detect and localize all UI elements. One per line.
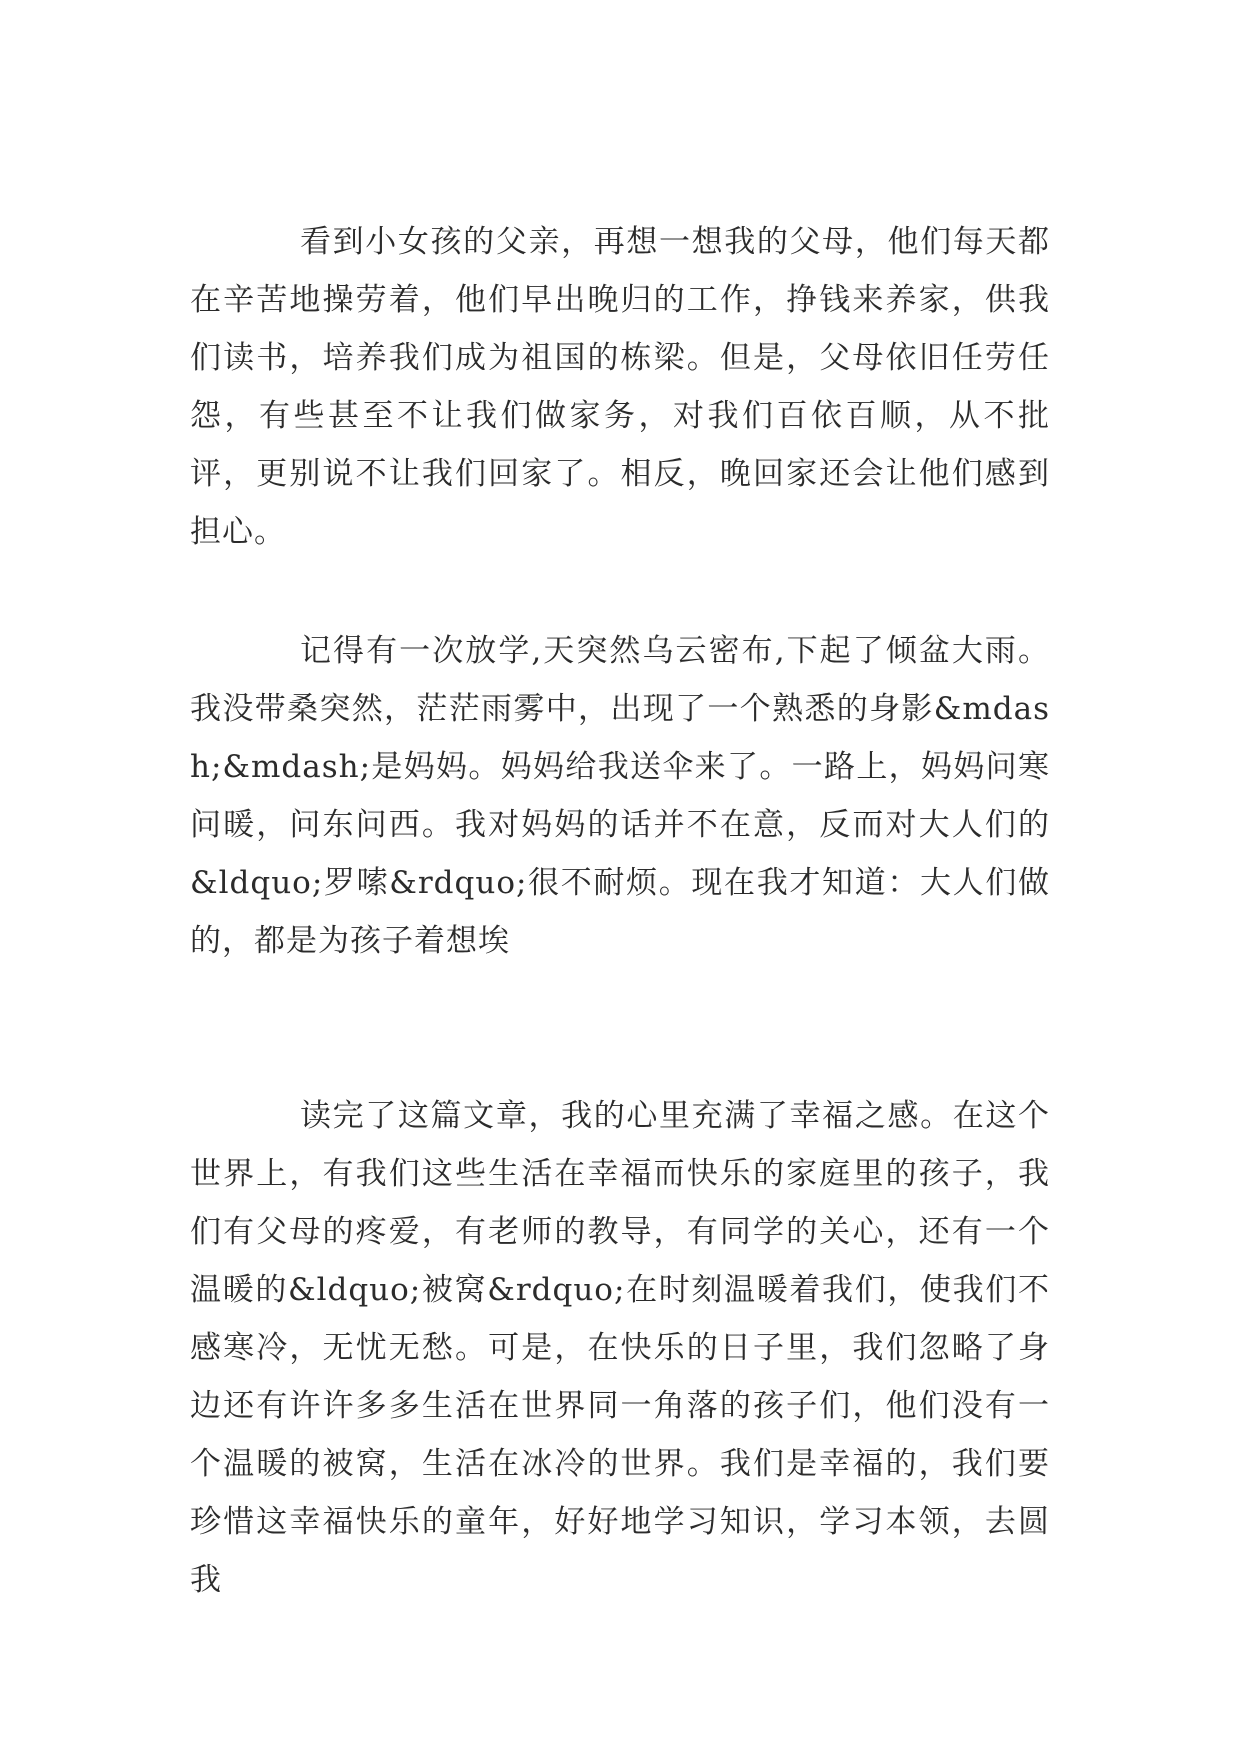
paragraph-reflection: 读完了这篇文章，我的心里充满了幸福之感。在这个世界上，有我们这些生活在幸福而快乐的家庭里的孩子，我们有父母的疼爱，有老师的教导，有同学的关心，还有一个温暖的&ldquo;被窝&rdquo;在时刻温暖着我们，使我们不感寒冷，无忧无愁。可是，在快乐的日子里，我们忽略了身边还有许许多多生活在世界同一角落的孩子们，他们没有一个温暖的被窝，生活在冰冷的世界。我们是幸福的，我们要珍惜这幸福快乐的童年，好好地学习知识，学习本领，去圆我: [190, 1098, 1050, 1598]
paragraph-rain-memory: 记得有一次放学,天突然乌云密布,下起了倾盆大雨。我没带桑突然，茫茫雨雾中，出现了一个熟悉的身影&mdash;&mdash;是妈妈。妈妈给我送伞来了。一路上，妈妈问寒问暖，问东问西。我对妈妈的话并不在意，反而对大人们的&ldquo;罗嗦&rdquo;很不耐烦。现在我才知道：大人们做的，都是为孩子着想埃: [190, 633, 1050, 959]
paragraph-parents: 看到小女孩的父亲，再想一想我的父母，他们每天都在辛苦地操劳着，他们早出晚归的工作，挣钱来养家，供我们读书，培养我们成为祖国的栋梁。但是，父母依旧任劳任怨，有些甚至不让我们做家务，对我们百依百顺，从不批评，更别说不让我们回家了。相反，晚回家还会让他们感到担心。: [190, 224, 1050, 550]
